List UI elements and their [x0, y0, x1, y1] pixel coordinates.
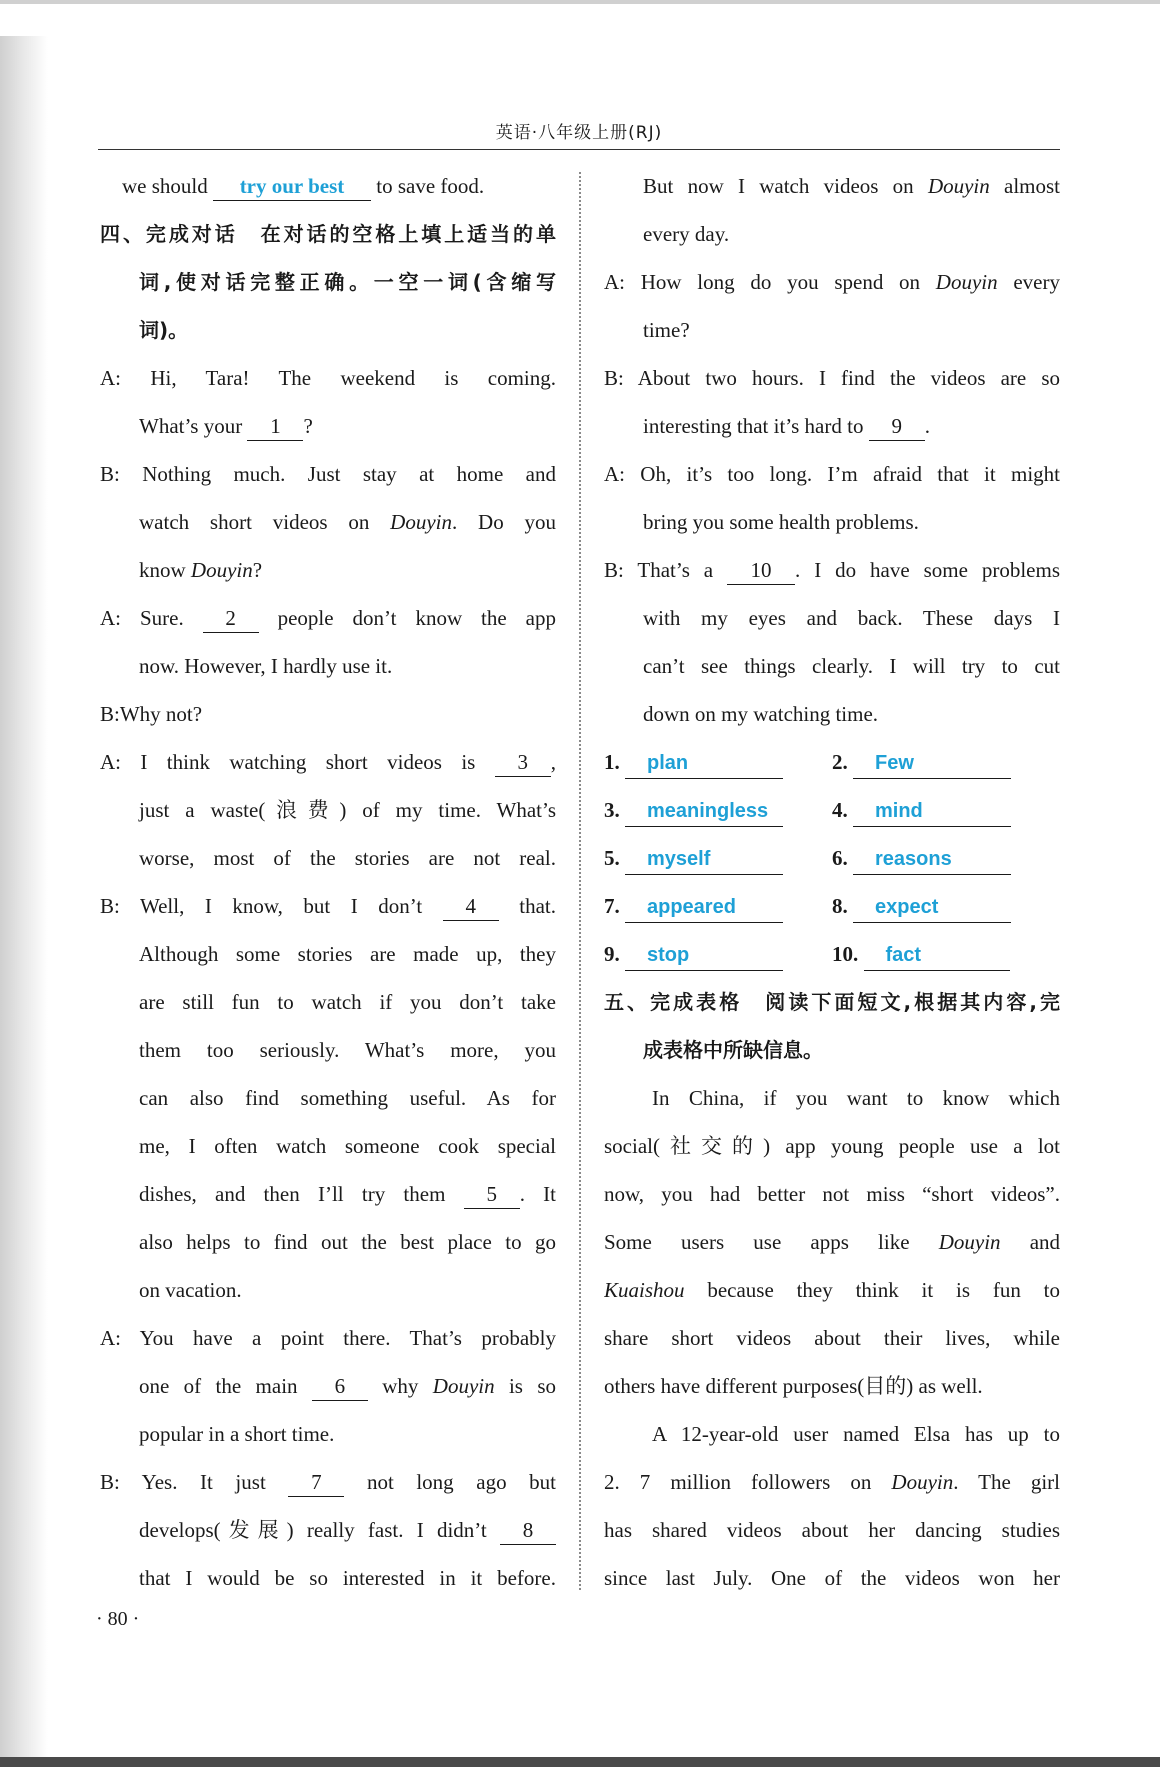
- dialog-line: B: That’s a 10 . I do have some problems: [604, 546, 1060, 594]
- answer-item: 7. appeared: [604, 882, 783, 930]
- passage-line: others have different purposes(目的) as well.: [604, 1374, 983, 1398]
- answer-item: 3. meaningless: [604, 786, 783, 834]
- dialog-line: now. However, I hardly use it.: [139, 654, 393, 678]
- passage-line: Some users use apps like Douyin and: [604, 1230, 1060, 1254]
- dialog-line: A: Hi, Tara! The weekend is coming.: [100, 366, 556, 390]
- dialog-line: them too seriously. What’s more, you: [139, 1038, 556, 1062]
- answer-item: 9. stop: [604, 930, 783, 978]
- answer-item: 6. reasons: [832, 834, 1011, 882]
- page-header: 英语·八年级上册(RJ): [495, 123, 663, 143]
- blank-7: 7: [288, 1468, 344, 1497]
- dialog-line: can’t see things clearly. I will try to cut: [643, 654, 1060, 678]
- blank-1: 1: [247, 412, 303, 441]
- dialog-line: develops(发展) really fast. I didn’t 8: [100, 1506, 556, 1554]
- dialog-line: B: Yes. It just 7 not long ago but: [100, 1458, 556, 1506]
- blank-4: 4: [443, 892, 499, 921]
- passage-line: 2. 7 million followers on Douyin. The girl: [604, 1470, 1060, 1494]
- blank-9: 9: [869, 412, 925, 441]
- answer-item: 1. plan: [604, 738, 783, 786]
- answer-key: [604, 738, 1060, 978]
- dialog-line: interesting that it’s hard to 9 .: [604, 402, 1060, 450]
- text-line: we should try our best to save food.: [100, 162, 556, 210]
- blank-10: 10: [727, 556, 795, 585]
- dialog-line: B: About two hours. I find the videos are so: [604, 366, 1060, 390]
- dialog-line: with my eyes and back. These days I: [643, 606, 1060, 630]
- dialog-line: watch short videos on Douyin. Do you: [139, 510, 556, 534]
- answer-row: [604, 786, 1060, 834]
- dialog-line: worse, most of the stories are not real.: [139, 846, 556, 870]
- answer-row: [604, 930, 1060, 978]
- bottom-edge: [0, 1757, 1160, 1767]
- dialog-line: What’s your 1 ?: [100, 402, 556, 450]
- answer-item: 2. Few: [832, 738, 1011, 786]
- answer-item: 5. myself: [604, 834, 783, 882]
- left-column: [100, 162, 556, 1602]
- dialog-line: Although some stories are made up, they: [139, 942, 556, 966]
- passage-line: share short videos about their lives, while: [604, 1326, 1060, 1350]
- dialog-line: B: Nothing much. Just stay at home and: [100, 462, 556, 486]
- passage-line: now, you had better not miss “short videos”.: [604, 1182, 1060, 1206]
- header-rule: [98, 149, 1060, 150]
- dialog-line: on vacation.: [139, 1278, 242, 1302]
- dialog-line: can also find something useful. As for: [139, 1086, 556, 1110]
- section-heading-5: 五、完成表格 阅读下面短文,根据其内容,完: [604, 990, 1060, 1014]
- passage-line: social(社交的) app young people use a lot: [604, 1134, 1060, 1158]
- dialog-line: B: Well, I know, but I don’t 4 that.: [100, 882, 556, 930]
- blank-6: 6: [312, 1372, 368, 1401]
- section-heading-4: 词)。: [139, 318, 189, 342]
- passage-line: A 12-year-old user named Elsa has up to: [652, 1422, 1060, 1446]
- right-column: [604, 162, 1060, 1602]
- answer-row: [604, 738, 1060, 786]
- passage-line: has shared videos about her dancing studies: [604, 1518, 1060, 1542]
- blank-5: 5: [464, 1180, 520, 1209]
- passage-line: In China, if you want to know which: [652, 1086, 1060, 1110]
- dialog-line: A: How long do you spend on Douyin every: [604, 270, 1060, 294]
- dialog-line: bring you some health problems.: [643, 510, 919, 534]
- dialog-line: one of the main 6 why Douyin is so: [100, 1362, 556, 1410]
- dialog-line: A: Sure. 2 people don’t know the app: [100, 594, 556, 642]
- section-heading-4: 四、完成对话 在对话的空格上填上适当的单: [100, 222, 556, 246]
- answer-blank: try our best: [213, 172, 371, 201]
- section-heading-4: 词,使对话完整正确。一空一词(含缩写: [139, 270, 556, 294]
- answer-row: [604, 834, 1060, 882]
- dialog-line: every day.: [643, 222, 730, 246]
- dialog-line: just a waste(浪费) of my time. What’s: [139, 798, 556, 822]
- dialog-line: down on my watching time.: [643, 702, 879, 726]
- column-divider: [579, 172, 581, 1590]
- dialog-line: B:Why not?: [100, 702, 203, 726]
- dialog-line: dishes, and then I’ll try them 5 . It: [100, 1170, 556, 1218]
- dialog-line: A: You have a point there. That’s probably: [100, 1326, 556, 1350]
- dialog-line: that I would be so interested in it before.: [139, 1566, 556, 1590]
- page-binding-shadow: [0, 36, 48, 1757]
- blank-8: 8: [500, 1516, 556, 1545]
- blank-2: 2: [203, 604, 259, 633]
- section-heading-5: 成表格中所缺信息。: [643, 1038, 823, 1062]
- passage-line: Kuaishou because they think it is fun to: [604, 1278, 1060, 1302]
- answer-item: 8. expect: [832, 882, 1011, 930]
- answer-row: [604, 882, 1060, 930]
- dialog-line: are still fun to watch if you don’t take: [139, 990, 556, 1014]
- dialog-line: But now I watch videos on Douyin almost: [643, 174, 1060, 198]
- dialog-line: popular in a short time.: [139, 1422, 335, 1446]
- top-edge: [0, 0, 1160, 4]
- answer-item: 4. mind: [832, 786, 1011, 834]
- answer-item: 10. fact: [832, 930, 1010, 978]
- dialog-line: A: Oh, it’s too long. I’m afraid that it might: [604, 462, 1060, 486]
- page-number: · 80 ·: [96, 1608, 140, 1630]
- dialog-line: me, I often watch someone cook special: [139, 1134, 556, 1158]
- dialog-line: also helps to find out the best place to go: [139, 1230, 556, 1254]
- blank-3: 3: [495, 748, 551, 777]
- dialog-line: time?: [643, 318, 690, 342]
- passage-line: since last July. One of the videos won her: [604, 1566, 1060, 1590]
- dialog-line: know Douyin?: [139, 558, 263, 582]
- dialog-line: A: I think watching short videos is 3 ,: [100, 738, 556, 786]
